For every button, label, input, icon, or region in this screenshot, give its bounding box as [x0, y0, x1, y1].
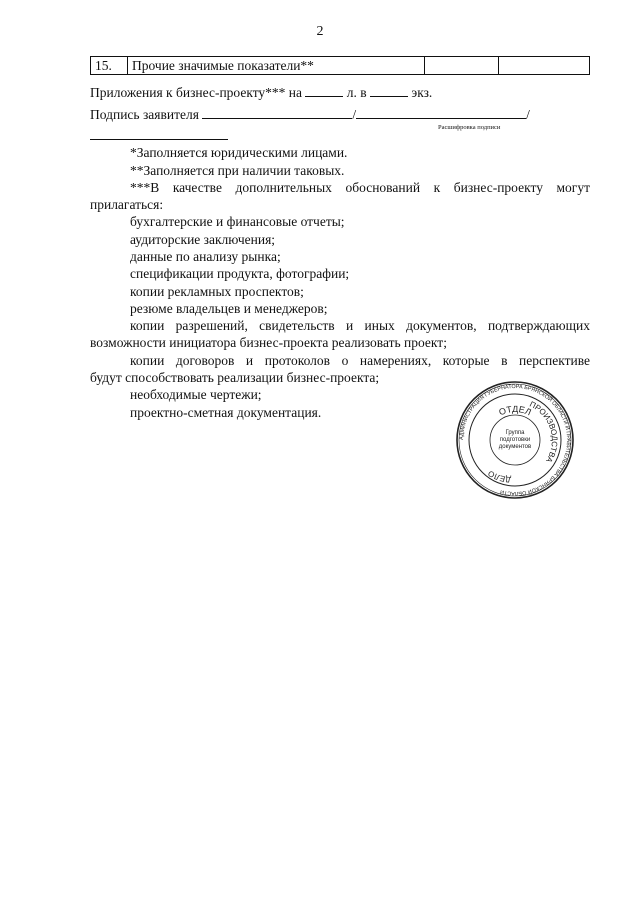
list-item-permits-line2: возможности инициатора бизнес-проекта реализовать проект; [90, 335, 447, 350]
footnote-3-line1: ***В качестве дополнительных обоснований к бизнес-проекту могут [130, 180, 590, 195]
attachments-line [90, 84, 432, 101]
attachments-suffix: экз. [411, 85, 433, 100]
footnote-1: *Заполняется юридическими лицами. [130, 145, 348, 160]
copies-blank [370, 84, 408, 97]
list-item: спецификации продукта, фотографии; [130, 266, 350, 281]
name-blank [356, 106, 526, 119]
office-stamp [455, 380, 575, 500]
attachments-mid: л. в [346, 85, 367, 100]
signature-label: Подпись заявителя [90, 107, 199, 122]
list-item: данные по анализу рынка; [130, 249, 281, 264]
list-item: проектно-сметная документация. [130, 405, 322, 420]
list-item: аудиторские заключения; [130, 232, 276, 247]
row-value-cell [424, 57, 499, 74]
signature-line [90, 106, 530, 123]
pages-blank [305, 84, 343, 97]
page-number: 2 [316, 24, 324, 39]
row-label-cell [127, 57, 425, 74]
row-number-cell [91, 57, 128, 74]
row-label: Прочие значимые показатели** [132, 58, 314, 73]
row-number: 15. [95, 58, 112, 73]
list-item-contracts-line1: копии договоров и протоколов о намерениях, которые в перспективе [130, 353, 590, 368]
attachments-prefix: Приложения к бизнес-проекту*** на [90, 85, 303, 100]
indicators-table-row [90, 56, 590, 75]
footnote-3-line2: прилагаться: [90, 197, 164, 212]
list-item: необходимые чертежи; [130, 387, 262, 402]
stamp-center-line2: подготовки [499, 437, 531, 443]
stamp-right-text: ПРОИЗВОДСТВА [528, 399, 560, 465]
footnote-divider [90, 139, 228, 140]
list-item-contracts-line2: будут способствовать реализации бизнес-проекта; [90, 370, 380, 385]
list-item: бухгалтерские и финансовые отчеты; [130, 214, 345, 229]
signature-sep2: / [526, 107, 530, 122]
stamp-center-line1: Группа [505, 430, 525, 436]
signature-sep1: / [352, 107, 357, 122]
signature-blank [202, 106, 352, 119]
footnote-2: **Заполняется при наличии таковых. [130, 163, 345, 178]
stamp-left-text: ДЕЛО [486, 468, 512, 485]
stamp-center-line3: документов [498, 444, 532, 450]
signature-caption: Расшифровка подписи [438, 124, 501, 131]
list-item: копии рекламных проспектов; [130, 284, 304, 299]
list-item-permits-line1: копии разрешений, свидетельств и иных документов, подтверждающих [130, 318, 590, 333]
stamp-outer-text: АДМИНИСТРАЦИЯ ГУБЕРНАТОРА БРЯНСКОЙ ОБЛАСТИ И ПРАВИТЕЛЬСТВА БРЯНСКОЙ ОБЛАСТИ [458, 383, 572, 497]
list-item: резюме владельцев и менеджеров; [130, 301, 328, 316]
stamp-top-text: ОТДЕЛ [497, 403, 533, 418]
